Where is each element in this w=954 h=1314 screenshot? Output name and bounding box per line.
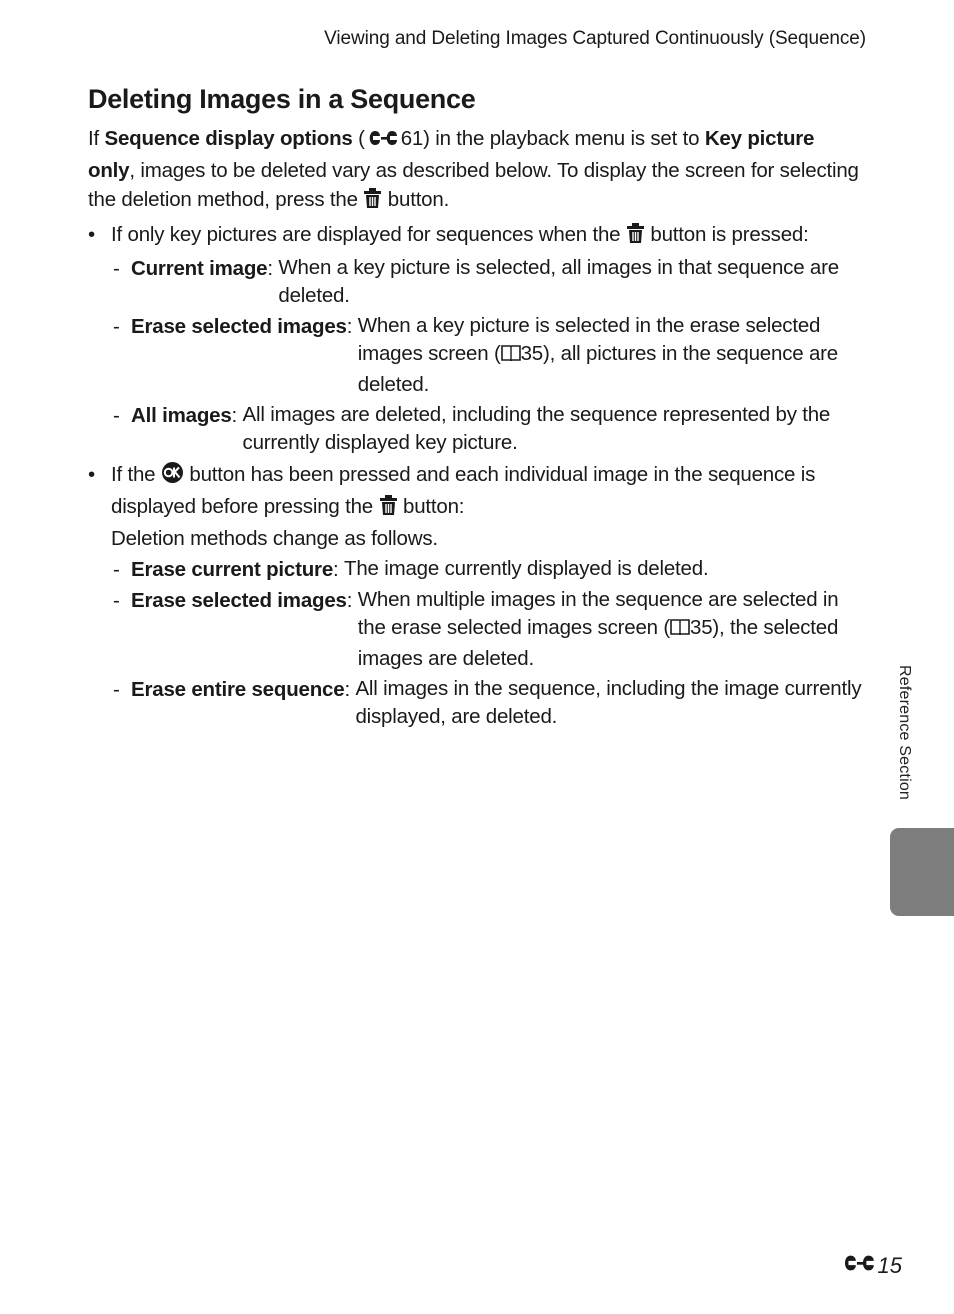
page-number — [840, 1252, 902, 1280]
dash: - — [113, 678, 120, 701]
bullet-individual-images: • If the button has been pressed and each individual image in the sequence is displayed before pressing the button: Deletion methods change as follows. — [88, 460, 866, 553]
setting-value: Key picture only — [88, 127, 815, 182]
trash-icon — [626, 222, 645, 252]
content — [88, 124, 866, 731]
intro-paragraph: If Sequence display options ( 61) in the playback menu is set to Key picture only, images to be deleted vary as described below. To display the screen for selecting the deletion method, press the button. — [88, 124, 866, 217]
option-term: All images — [131, 404, 232, 427]
bullet-dot: • — [88, 223, 95, 246]
dash: - — [113, 558, 120, 581]
book-reference-icon — [501, 343, 521, 371]
list-item: - Erase selected images: When a key picture is selected in the erase selected images screen ( 35), all pictures in the sequence are deleted. — [88, 312, 866, 399]
option-term: Erase entire sequence — [131, 678, 345, 701]
section-side-label: Reference Section — [896, 665, 913, 801]
option-term: Erase current picture — [131, 558, 334, 581]
trash-icon — [363, 187, 382, 217]
dash: - — [113, 315, 120, 338]
option-description: When multiple images in the sequence are selected in the erase selected images screen ( 35), the selected images are deleted. — [357, 588, 839, 670]
dash: - — [113, 257, 120, 280]
dash: - — [113, 589, 120, 612]
option-description: The image currently displayed is deleted. — [344, 557, 709, 580]
trash-icon — [379, 494, 398, 524]
list-item: - Current image: When a key picture is selected, all images in that sequence are deleted. — [88, 254, 866, 310]
running-header: Viewing and Deleting Images Captured Continuously (Sequence) — [324, 28, 866, 49]
page-number-value: 15 — [877, 1253, 902, 1278]
book-reference-icon — [670, 617, 690, 645]
section-thumb-tab — [890, 828, 954, 916]
option-description: When a key picture is selected, all images in that sequence are deleted. — [278, 256, 839, 307]
reference-section-icon — [840, 1252, 878, 1280]
bullet-key-pictures: • If only key pictures are displayed for sequences when the button is pressed: — [88, 220, 866, 252]
list-item: - All images: All images are deleted, including the sequence represented by the currently displayed key picture. — [88, 401, 866, 457]
list-item: - Erase entire sequence: All images in the sequence, including the image currently displayed, are deleted. — [88, 675, 866, 731]
menu-option-name: Sequence display options — [104, 127, 353, 150]
list-item: - Erase current picture: The image currently displayed is deleted. — [88, 555, 866, 584]
list-item: - Erase selected images: When multiple images in the sequence are selected in the erase selected images screen ( 35), the selected images are deleted. — [88, 586, 866, 673]
option-description: All images in the sequence, including the image currently displayed, are deleted. — [355, 677, 862, 728]
option-term: Erase selected images — [131, 315, 347, 338]
reference-section-icon — [365, 127, 401, 156]
option-term: Current image — [131, 257, 268, 280]
option-term: Erase selected images — [131, 589, 347, 612]
option-description: When a key picture is selected in the erase selected images screen ( 35), all pictures in the sequence are deleted. — [357, 314, 838, 396]
ok-button-icon — [161, 461, 184, 492]
bullet-dot: • — [88, 463, 95, 486]
section-title: Deleting Images in a Sequence — [88, 84, 476, 114]
dash: - — [113, 404, 120, 427]
option-description: All images are deleted, including the sequence represented by the currently displayed key picture. — [242, 403, 831, 454]
